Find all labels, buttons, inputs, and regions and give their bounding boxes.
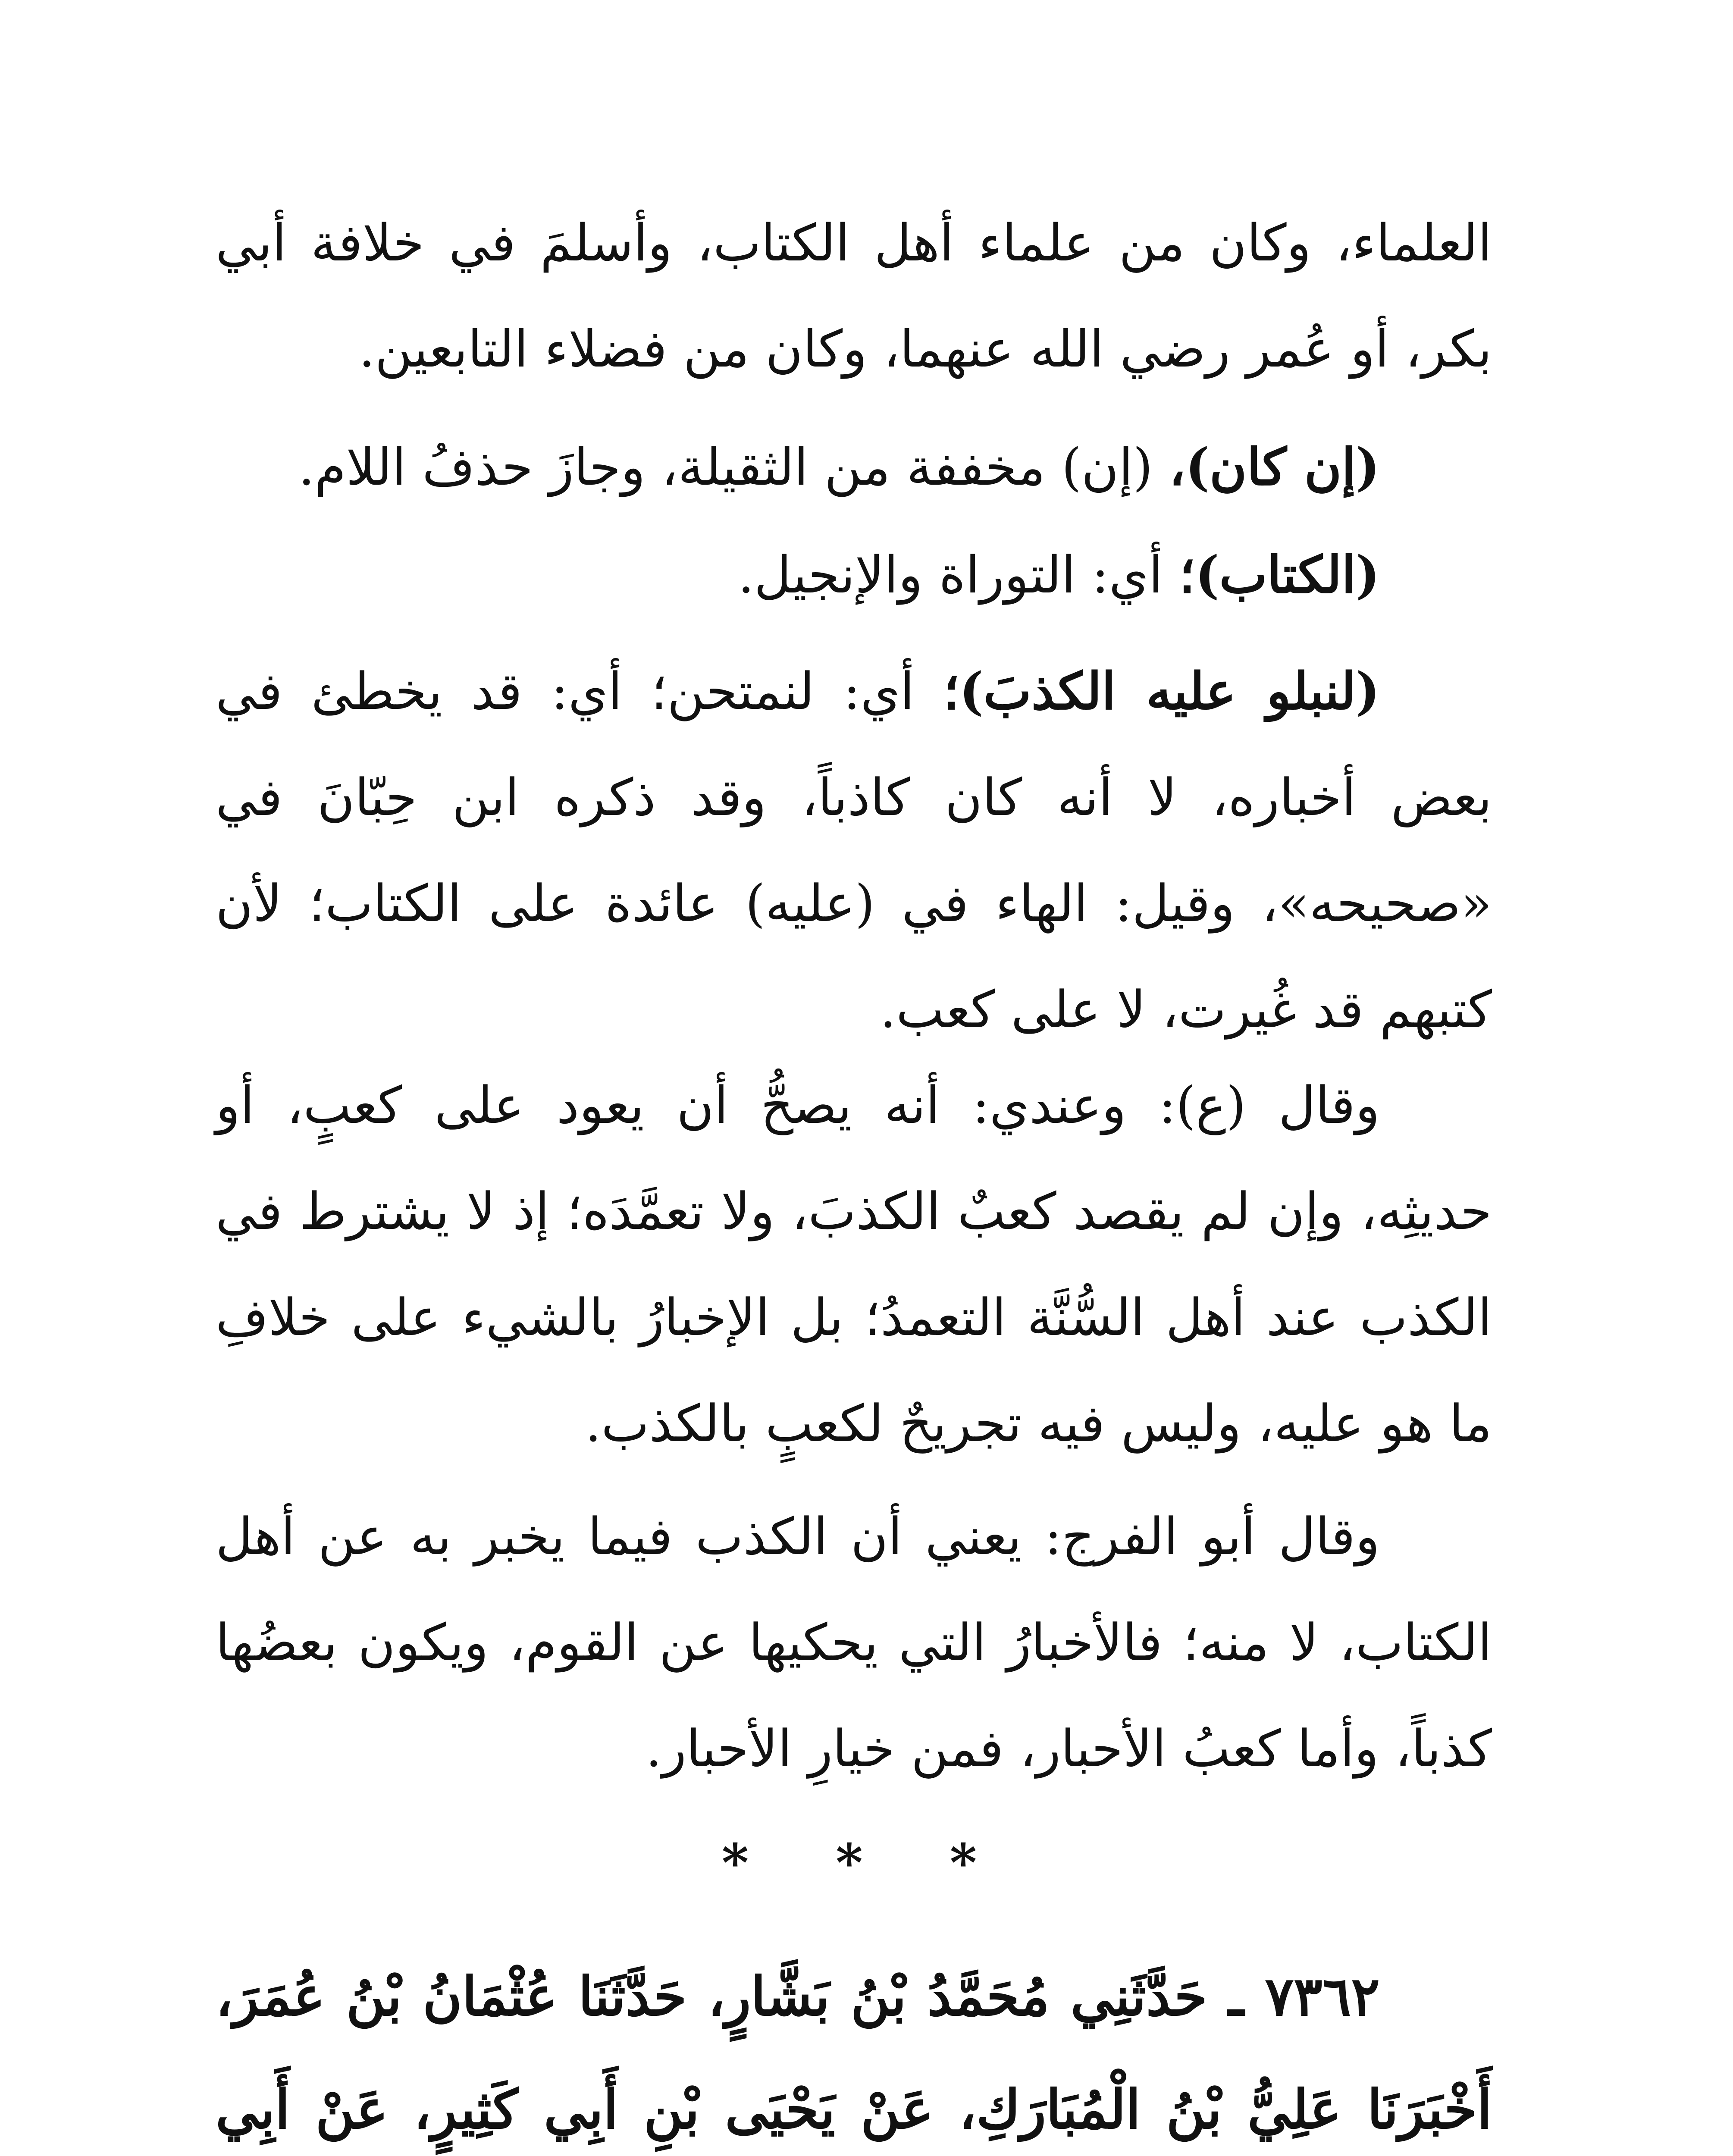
- explanation-in-kana: (إن) مخففة من الثقيلة، وجازَ حذفُ اللام.: [298, 437, 1153, 497]
- section-separator: * * *: [721, 1833, 1012, 1893]
- lemma-al-kitab: (الكتاب)؛: [1179, 545, 1380, 605]
- paragraph-al-kitab: [216, 522, 1492, 628]
- paragraph-commentary-ain: وقال (ع): وعندي: أنه يصحُّ أن يعود على كعبٍ، أو حديثِه، وإن لم يقصد كعبٌ الكذبَ، ولا تعمَّدَه؛ إذ لا يشترط في الكذب عند أهل السُّنَّة التعمدُ؛ بل الإخبارُ بالشيء على خلافِ ما هو عليه، وليس فيه تجريحٌ لكعبٍ بالكذب.: [216, 1075, 1492, 1453]
- hadith-text: ٧٣٦٢ ـ حَدَّثَنِي مُحَمَّدُ بْنُ بَشَّارٍ، حَدَّثَنَا عُثْمَانُ بْنُ عُمَرَ، أَخْبَرَنَا عَلِيُّ بْنُ الْمُبَارَكِ، عَنْ يَحْيَى بْنِ أَبِي كَثِيرٍ، عَنْ أَبِي: [216, 1965, 1492, 2141]
- explanation-nablu: أي: لنمتحن؛ أي: قد يخطئ في بعض أخباره، لا أنه كان كاذباً، وقد ذكره ابن حِبّانَ في «صحيحه»، وقيل: الهاء في (عليه) عائدة على الكتاب؛ لأن كتبهم قد غُيرت، لا على كعب.: [216, 661, 1492, 1039]
- explanation-al-kitab: أي: التوراة والإنجيل.: [738, 545, 1163, 605]
- paragraph-commentary-1: العلماء، وكان من علماء أهل الكتاب، وأسلمَ في خلافة أبي بكر، أو عُمر رضي الله عنهما، وكان من فضلاء التابعين.: [216, 213, 1492, 379]
- paragraph-in-kana: [216, 414, 1492, 520]
- paragraph-nablu: [216, 638, 1492, 1062]
- lemma-nablu: (لنبلو عليه الكذبَ)؛: [943, 661, 1380, 721]
- paragraph-abu-al-faraj: وقال أبو الفرج: يعني أن الكذب فيما يخبر به عن أهل الكتاب، لا منه؛ فالأخبارُ التي يحكيها عن القوم، ويكون بعضُها كذباً، وأما كعبُ الأحبار، فمن خيارِ الأحبار.: [216, 1507, 1492, 1778]
- lemma-in-kana: (إن كان)،: [1169, 437, 1380, 497]
